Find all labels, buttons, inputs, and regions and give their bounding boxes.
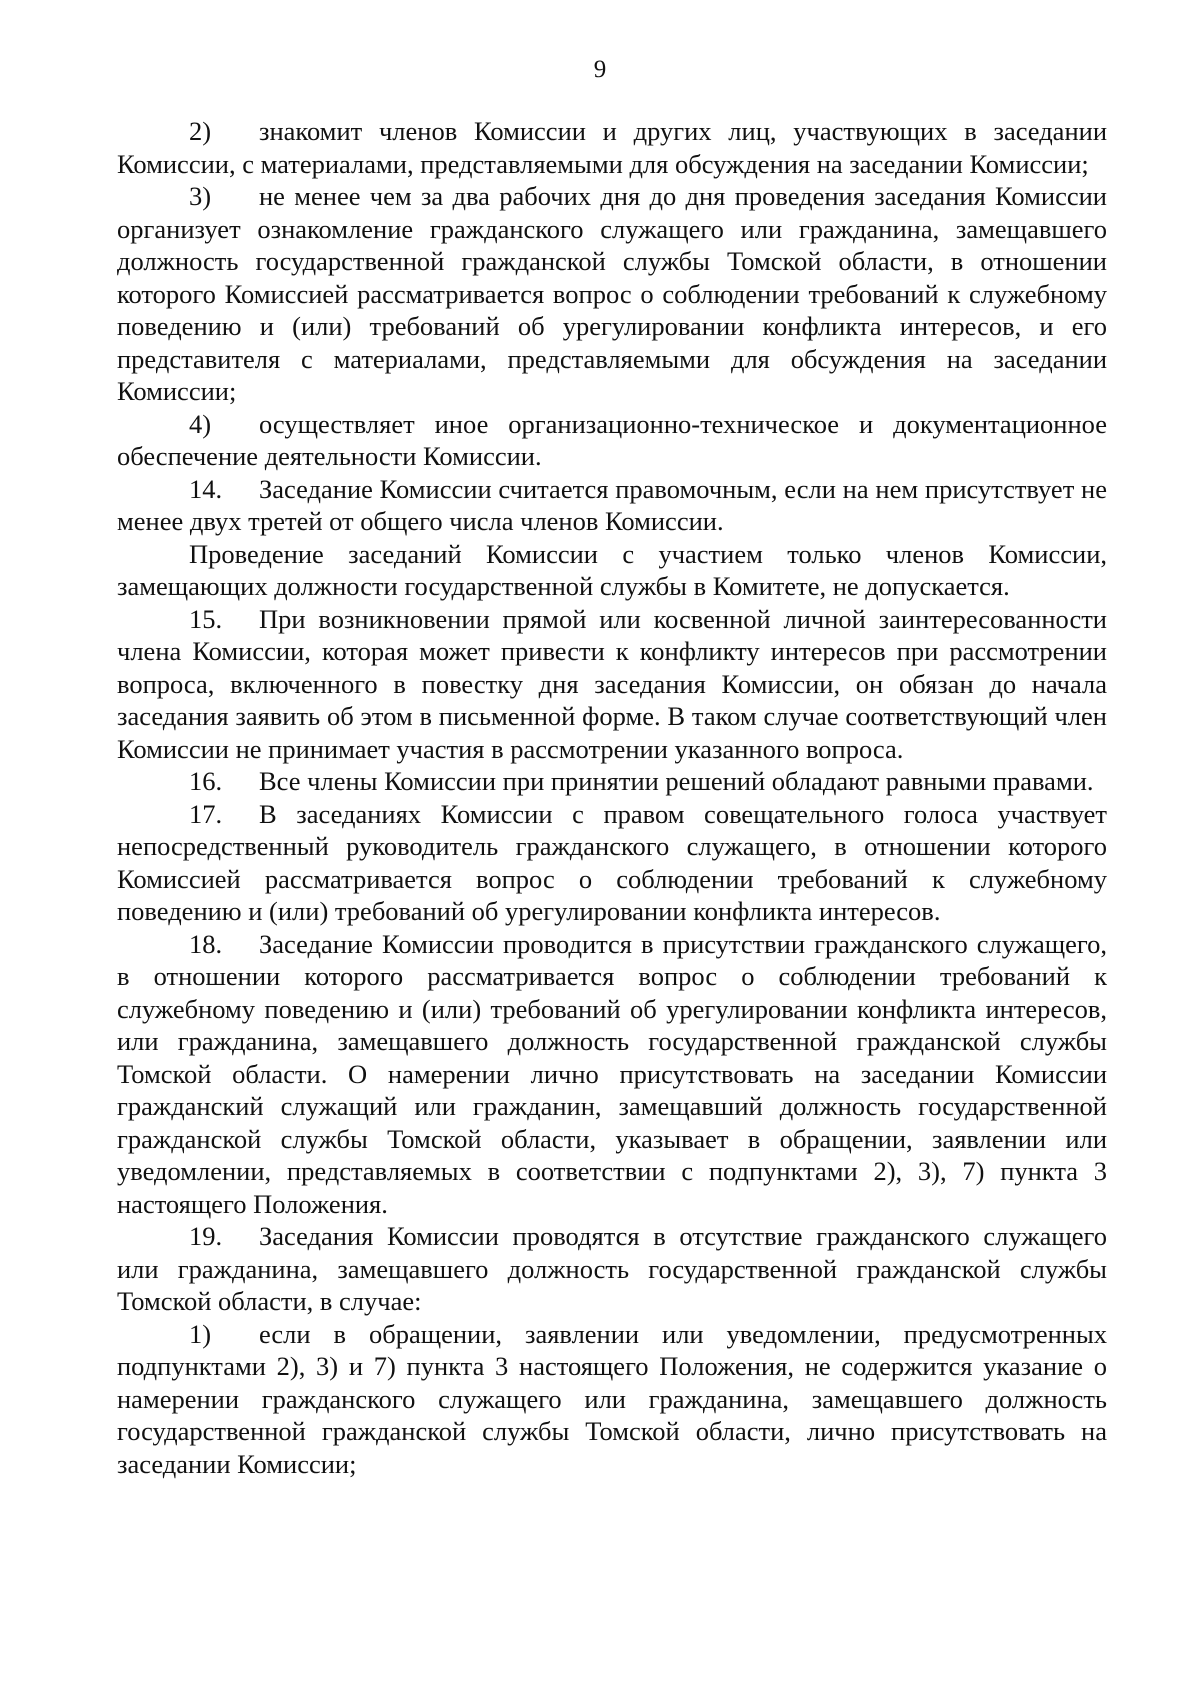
paragraph-number: 19.: [189, 1221, 223, 1251]
paragraph-number: 16.: [189, 766, 223, 796]
paragraph-text: Все члены Комиссии при принятии решений обладают равными правами.: [259, 766, 1094, 796]
paragraph-number: 2): [189, 116, 212, 146]
paragraph-19: [117, 1220, 1107, 1318]
paragraph-text: Проведение заседаний Комиссии с участием только членов Комиссии, замещающих должности государственной службы в Комитете, не допускается.: [117, 538, 1107, 601]
paragraph-item-4: [117, 408, 1107, 473]
paragraph-19-item-1: [117, 1318, 1107, 1481]
paragraph-text: Заседания Комиссии проводятся в отсутствие гражданского служащего или гражданина, замещавшего должность государственной гражданской службы Томской области, в случае:: [117, 1221, 1107, 1316]
paragraph-number: 15.: [189, 603, 223, 634]
paragraph-17: [117, 798, 1107, 928]
paragraph-text: Заседание Комиссии считается правомочным, если на нем присутствует не менее двух третей от общего числа членов Комиссии.: [117, 473, 1107, 536]
page-number: 9: [593, 56, 607, 83]
paragraph-text: не менее чем за два рабочих дня до дня проведения заседания Комиссии организует ознакомление гражданского служащего или гражданина, замещавшего должность государственной гражданской службы Томской области, в отношении которого Комиссией рассматривается вопрос о соблюдении требований к служебному поведению и (или) требований об урегулировании конфликта интересов, и его представителя с материалами, представляемыми для обсуждения на заседании Комиссии;: [117, 181, 1107, 406]
paragraph-text: При возникновении прямой или косвенной личной заинтересованности члена Комиссии, которая может привести к конфликту интересов при рассмотрении вопроса, включенного в повестку дня заседания Комиссии, он обязан до начала заседания заявить об этом в письменной форме. В таком случае соответствующий член Комиссии не принимает участия в рассмотрении указанного вопроса.: [117, 603, 1107, 764]
paragraph-text: В заседаниях Комиссии с правом совещательного голоса участвует непосредственный руководитель гражданского служащего, в отношении которого Комиссией рассматривается вопрос о соблюдении требований к служебному поведению и (или) требований об урегулировании конфликта интересов.: [117, 798, 1107, 926]
paragraph-number: 3): [189, 181, 212, 211]
paragraph-item-3: [117, 180, 1107, 408]
paragraph-text: осуществляет иное организационно-техническое и документационное обеспечение деятельности Комиссии.: [117, 408, 1107, 471]
paragraph-15: [117, 603, 1107, 766]
paragraph-14: [117, 473, 1107, 538]
paragraph-text: Заседание Комиссии проводится в присутствии гражданского служащего, в отношении которого рассматривается вопрос о соблюдении требований к служебному поведению и (или) требований об урегулировании конфликта интересов, или гражданина, замещавшего должность государственной гражданской службы Томской области. О намерении лично присутствовать на заседании Комиссии гражданский служащий или гражданин, замещавший должность государственной гражданской службы Томской области, указывает в обращении, заявлении или уведомлении, представляемых в соответствии с подпунктами 2), 3), 7) пункта 3 настоящего Положения.: [117, 928, 1107, 1219]
paragraph-number: 4): [189, 408, 212, 439]
paragraph-text: если в обращении, заявлении или уведомлении, предусмотренных подпунктами 2), 3) и 7) пункта 3 настоящего Положения, не содержится указание о намерении гражданского служащего или гражданина, замещавшего должность государственной гражданской службы Томской области, лично присутствовать на заседании Комиссии;: [117, 1318, 1107, 1479]
paragraph-item-2: [117, 115, 1107, 180]
paragraph-number: 17.: [189, 798, 223, 829]
paragraph-18: [117, 928, 1107, 1221]
paragraph-number: 14.: [189, 473, 223, 504]
paragraph-16: [117, 765, 1107, 798]
paragraph-14-continued: [117, 538, 1107, 603]
paragraph-number: 1): [189, 1318, 212, 1349]
paragraph-number: 18.: [189, 928, 223, 959]
document-body: [117, 115, 1107, 1480]
paragraph-text: знакомит членов Комиссии и других лиц, участвующих в заседании Комиссии, с материалами, представляемыми для обсуждения на заседании Комиссии;: [117, 116, 1107, 179]
